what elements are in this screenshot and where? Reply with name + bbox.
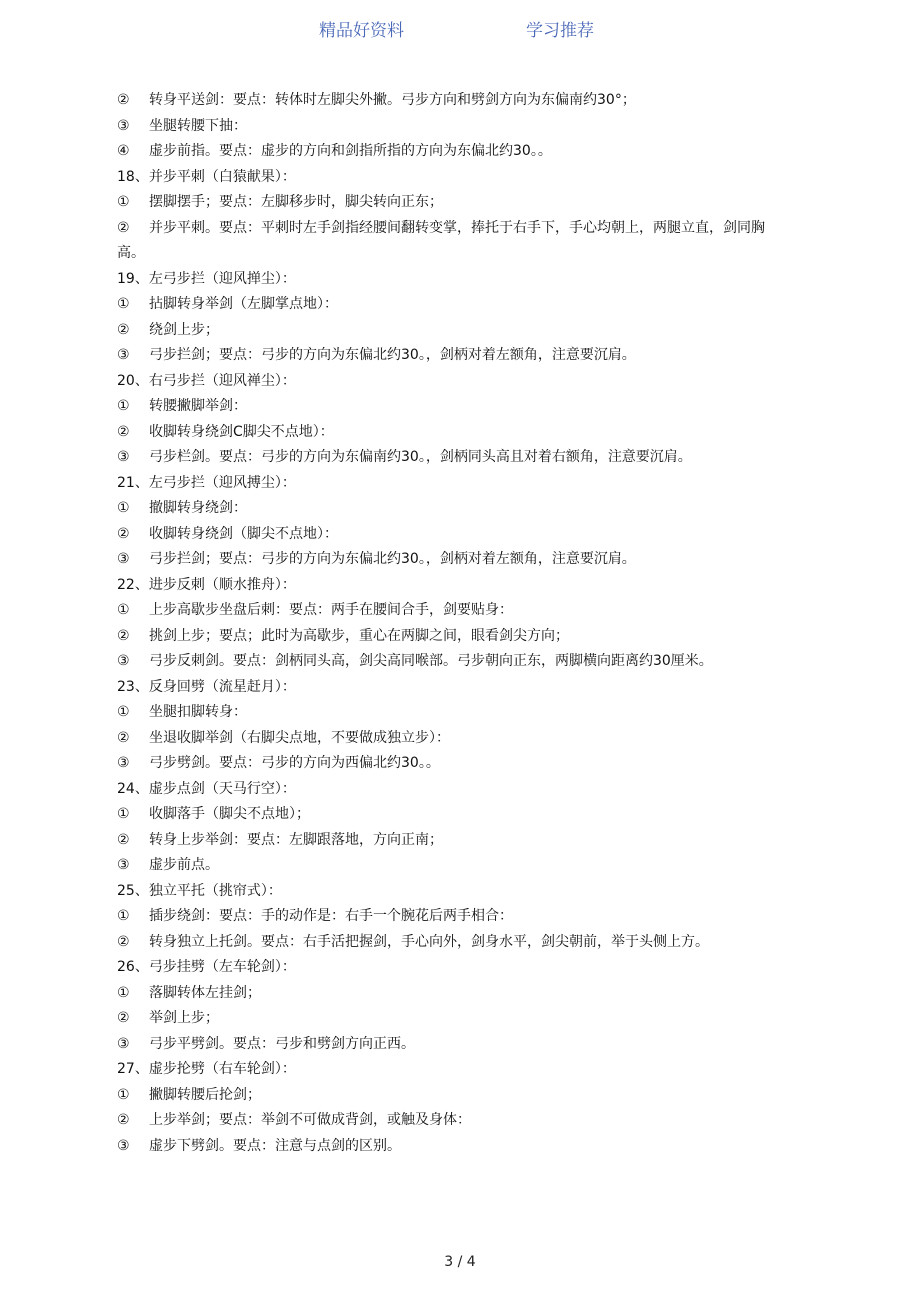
line-text: 转腰撇脚举剑：: [149, 398, 247, 414]
line-text: 插步绕剑：要点：手的动作是：右手一个腕花后两手相合：: [149, 908, 513, 924]
line-text: 25、独立平托（挑帘式）：: [117, 882, 282, 899]
step-marker: ③: [117, 551, 130, 567]
page-header: [0, 16, 920, 40]
step-marker: ①: [117, 984, 130, 1001]
step-line: [117, 343, 789, 369]
step-line: [117, 496, 789, 522]
line-text: 坐退收脚举剑（右脚尖点地，不要做成独立步）：: [149, 729, 450, 746]
step-line: [117, 1108, 789, 1134]
step-line: [117, 802, 789, 828]
step-line: [117, 726, 789, 752]
line-text: 坐腿转腰下抽：: [149, 117, 247, 134]
line-text: 27、虚步抡劈（右车轮剑）：: [117, 1061, 296, 1077]
step-line: [117, 216, 789, 267]
step-marker: ②: [117, 729, 130, 746]
step-line: [117, 88, 789, 114]
step-marker: ①: [117, 704, 130, 720]
header-left-text: 精品好资料: [319, 21, 404, 41]
step-marker: ①: [117, 1086, 130, 1103]
page-number: 3 / 4: [444, 1254, 476, 1270]
line-text: 转身上步举剑：要点：左脚跟落地，方向正南；: [149, 831, 443, 848]
step-marker: ②: [117, 627, 130, 644]
section-heading: [117, 165, 789, 191]
step-marker: ③: [117, 347, 130, 363]
step-line: [117, 853, 789, 879]
line-text: 弓步反刺剑。要点：剑柄同头高，剑尖高同喉部。弓步朝向正东，两脚横向距离约30厘米。: [149, 653, 713, 669]
line-text: 22、进步反刺（顺水推舟）：: [117, 576, 296, 593]
step-line: [117, 547, 789, 573]
line-text: 挑剑上步；要点；此时为高歇步，重心在两脚之间，眼看剑尖方向；: [149, 627, 569, 644]
step-marker: ①: [117, 194, 130, 210]
line-text: 虚步前指。要点：虚步的方向和剑指所指的方向为东偏北约30。。: [149, 143, 552, 159]
step-line: [117, 394, 789, 420]
line-text: 转身平送剑：要点：转体时左脚尖外撇。弓步方向和劈剑方向为东偏南约30°；: [149, 92, 636, 108]
step-line: [117, 930, 789, 956]
step-marker: ①: [117, 398, 130, 414]
line-text: 弓步劈剑。要点：弓步的方向为西偏北约30。。: [149, 755, 440, 771]
line-text: 19、左弓步拦（迎风掸尘）：: [117, 270, 296, 287]
step-line: [117, 598, 789, 624]
step-marker: ③: [117, 653, 130, 669]
line-text: 虚步下劈剑。要点：注意与点剑的区别。: [149, 1137, 401, 1154]
line-text: 转身独立上托剑。要点：右手活把握剑，手心向外，剑身水平，剑尖朝前，举于头侧上方。: [149, 933, 709, 950]
step-line: [117, 522, 789, 548]
line-text: 20、右弓步拦（迎风禅尘）：: [117, 372, 296, 389]
step-line: [117, 1032, 789, 1058]
step-line: [117, 420, 789, 446]
step-marker: ②: [117, 1112, 130, 1128]
step-marker: ②: [117, 933, 130, 950]
line-text: 26、弓步挂劈（左车轮剑）：: [117, 959, 296, 975]
step-line: [117, 1006, 789, 1032]
step-line: [117, 445, 789, 471]
line-text: 举剑上步；: [149, 1010, 219, 1026]
line-text: 23、反身回劈（流星赶月）：: [117, 678, 296, 695]
step-marker: ②: [117, 92, 130, 108]
step-line: [117, 649, 789, 675]
line-text: 落脚转体左挂剑；: [149, 984, 261, 1001]
line-text: 撤脚转身绕剑：: [149, 500, 247, 516]
step-line: [117, 190, 789, 216]
line-text: 摆脚摆手；要点：左脚移步时，脚尖转向正东；: [149, 194, 443, 210]
step-line: [117, 700, 789, 726]
step-line: [117, 139, 789, 165]
step-marker: ③: [117, 755, 130, 771]
step-line: [117, 292, 789, 318]
step-marker: ②: [117, 423, 130, 440]
step-marker: ③: [117, 857, 130, 873]
section-heading: [117, 1057, 789, 1083]
step-line: [117, 981, 789, 1007]
section-heading: [117, 955, 789, 981]
line-text: 21、左弓步拦（迎风搏尘）：: [117, 474, 296, 491]
line-text: 收脚转身绕剑C脚尖不点地）：: [149, 423, 334, 440]
line-text: 拈脚转身举剑（左脚掌点地）：: [149, 296, 338, 312]
step-marker: ②: [117, 321, 130, 338]
document-body: [117, 88, 789, 1159]
step-line: [117, 904, 789, 930]
section-heading: [117, 573, 789, 599]
line-text: 弓步拦剑；要点：弓步的方向为东偏北约30。，剑柄对着左额角，注意要沉肩。: [149, 347, 636, 363]
line-text: 撇脚转腰后抡剑；: [149, 1086, 261, 1103]
section-heading: [117, 369, 789, 395]
step-marker: ①: [117, 602, 130, 618]
line-text: 收脚落手（脚尖不点地）；: [149, 806, 310, 822]
step-marker: ③: [117, 449, 130, 465]
step-line: [117, 114, 789, 140]
step-marker: ①: [117, 908, 130, 924]
step-marker: ②: [117, 1010, 130, 1026]
line-text: 弓步平劈剑。要点：弓步和劈剑方向正西。: [149, 1035, 415, 1052]
section-heading: [117, 879, 789, 905]
section-heading: [117, 675, 789, 701]
step-line: [117, 828, 789, 854]
step-line: [117, 318, 789, 344]
step-marker: ①: [117, 296, 130, 312]
line-text: 上步举剑；要点：举剑不可做成背剑，或触及身体：: [149, 1112, 471, 1128]
section-heading: [117, 471, 789, 497]
line-text: 收脚转身绕剑（脚尖不点地）：: [149, 525, 338, 542]
line-text: 上步高歇步坐盘后刺：要点：两手在腰间合手，剑要贴身：: [149, 602, 513, 618]
line-text: 24、虚步点剑（天马行空）：: [117, 780, 296, 797]
step-marker: ④: [117, 143, 130, 159]
step-marker: ③: [117, 1137, 130, 1154]
step-marker: ②: [117, 525, 130, 542]
line-text: 18、并步平刺（白猿献果）：: [117, 168, 296, 185]
step-marker: ②: [117, 219, 130, 236]
step-marker: ③: [117, 1035, 130, 1052]
section-heading: [117, 267, 789, 293]
line-text: 坐腿扣脚转身：: [149, 704, 247, 720]
step-line: [117, 1134, 789, 1160]
line-text: 并步平刺。要点：平刺时左手剑指经腰间翻转变掌，捧托于右手下，手心均朝上，两腿立直，剑同胸高。: [117, 219, 765, 261]
line-text: 虚步前点。: [149, 857, 219, 873]
step-marker: ②: [117, 831, 130, 848]
section-heading: [117, 777, 789, 803]
step-line: [117, 624, 789, 650]
step-line: [117, 1083, 789, 1109]
line-text: 绕剑上步；: [149, 321, 219, 338]
header-right-text: 学习推荐: [526, 21, 594, 41]
step-marker: ①: [117, 806, 130, 822]
step-marker: ③: [117, 117, 130, 134]
step-line: [117, 751, 789, 777]
line-text: 弓步栏剑。要点：弓步的方向为东偏南约30。，剑柄同头高且对着右额角，注意要沉肩。: [149, 449, 692, 465]
step-marker: ①: [117, 500, 130, 516]
line-text: 弓步拦剑；要点：弓步的方向为东偏北约30。，剑柄对着左额角，注意要沉肩。: [149, 551, 636, 567]
